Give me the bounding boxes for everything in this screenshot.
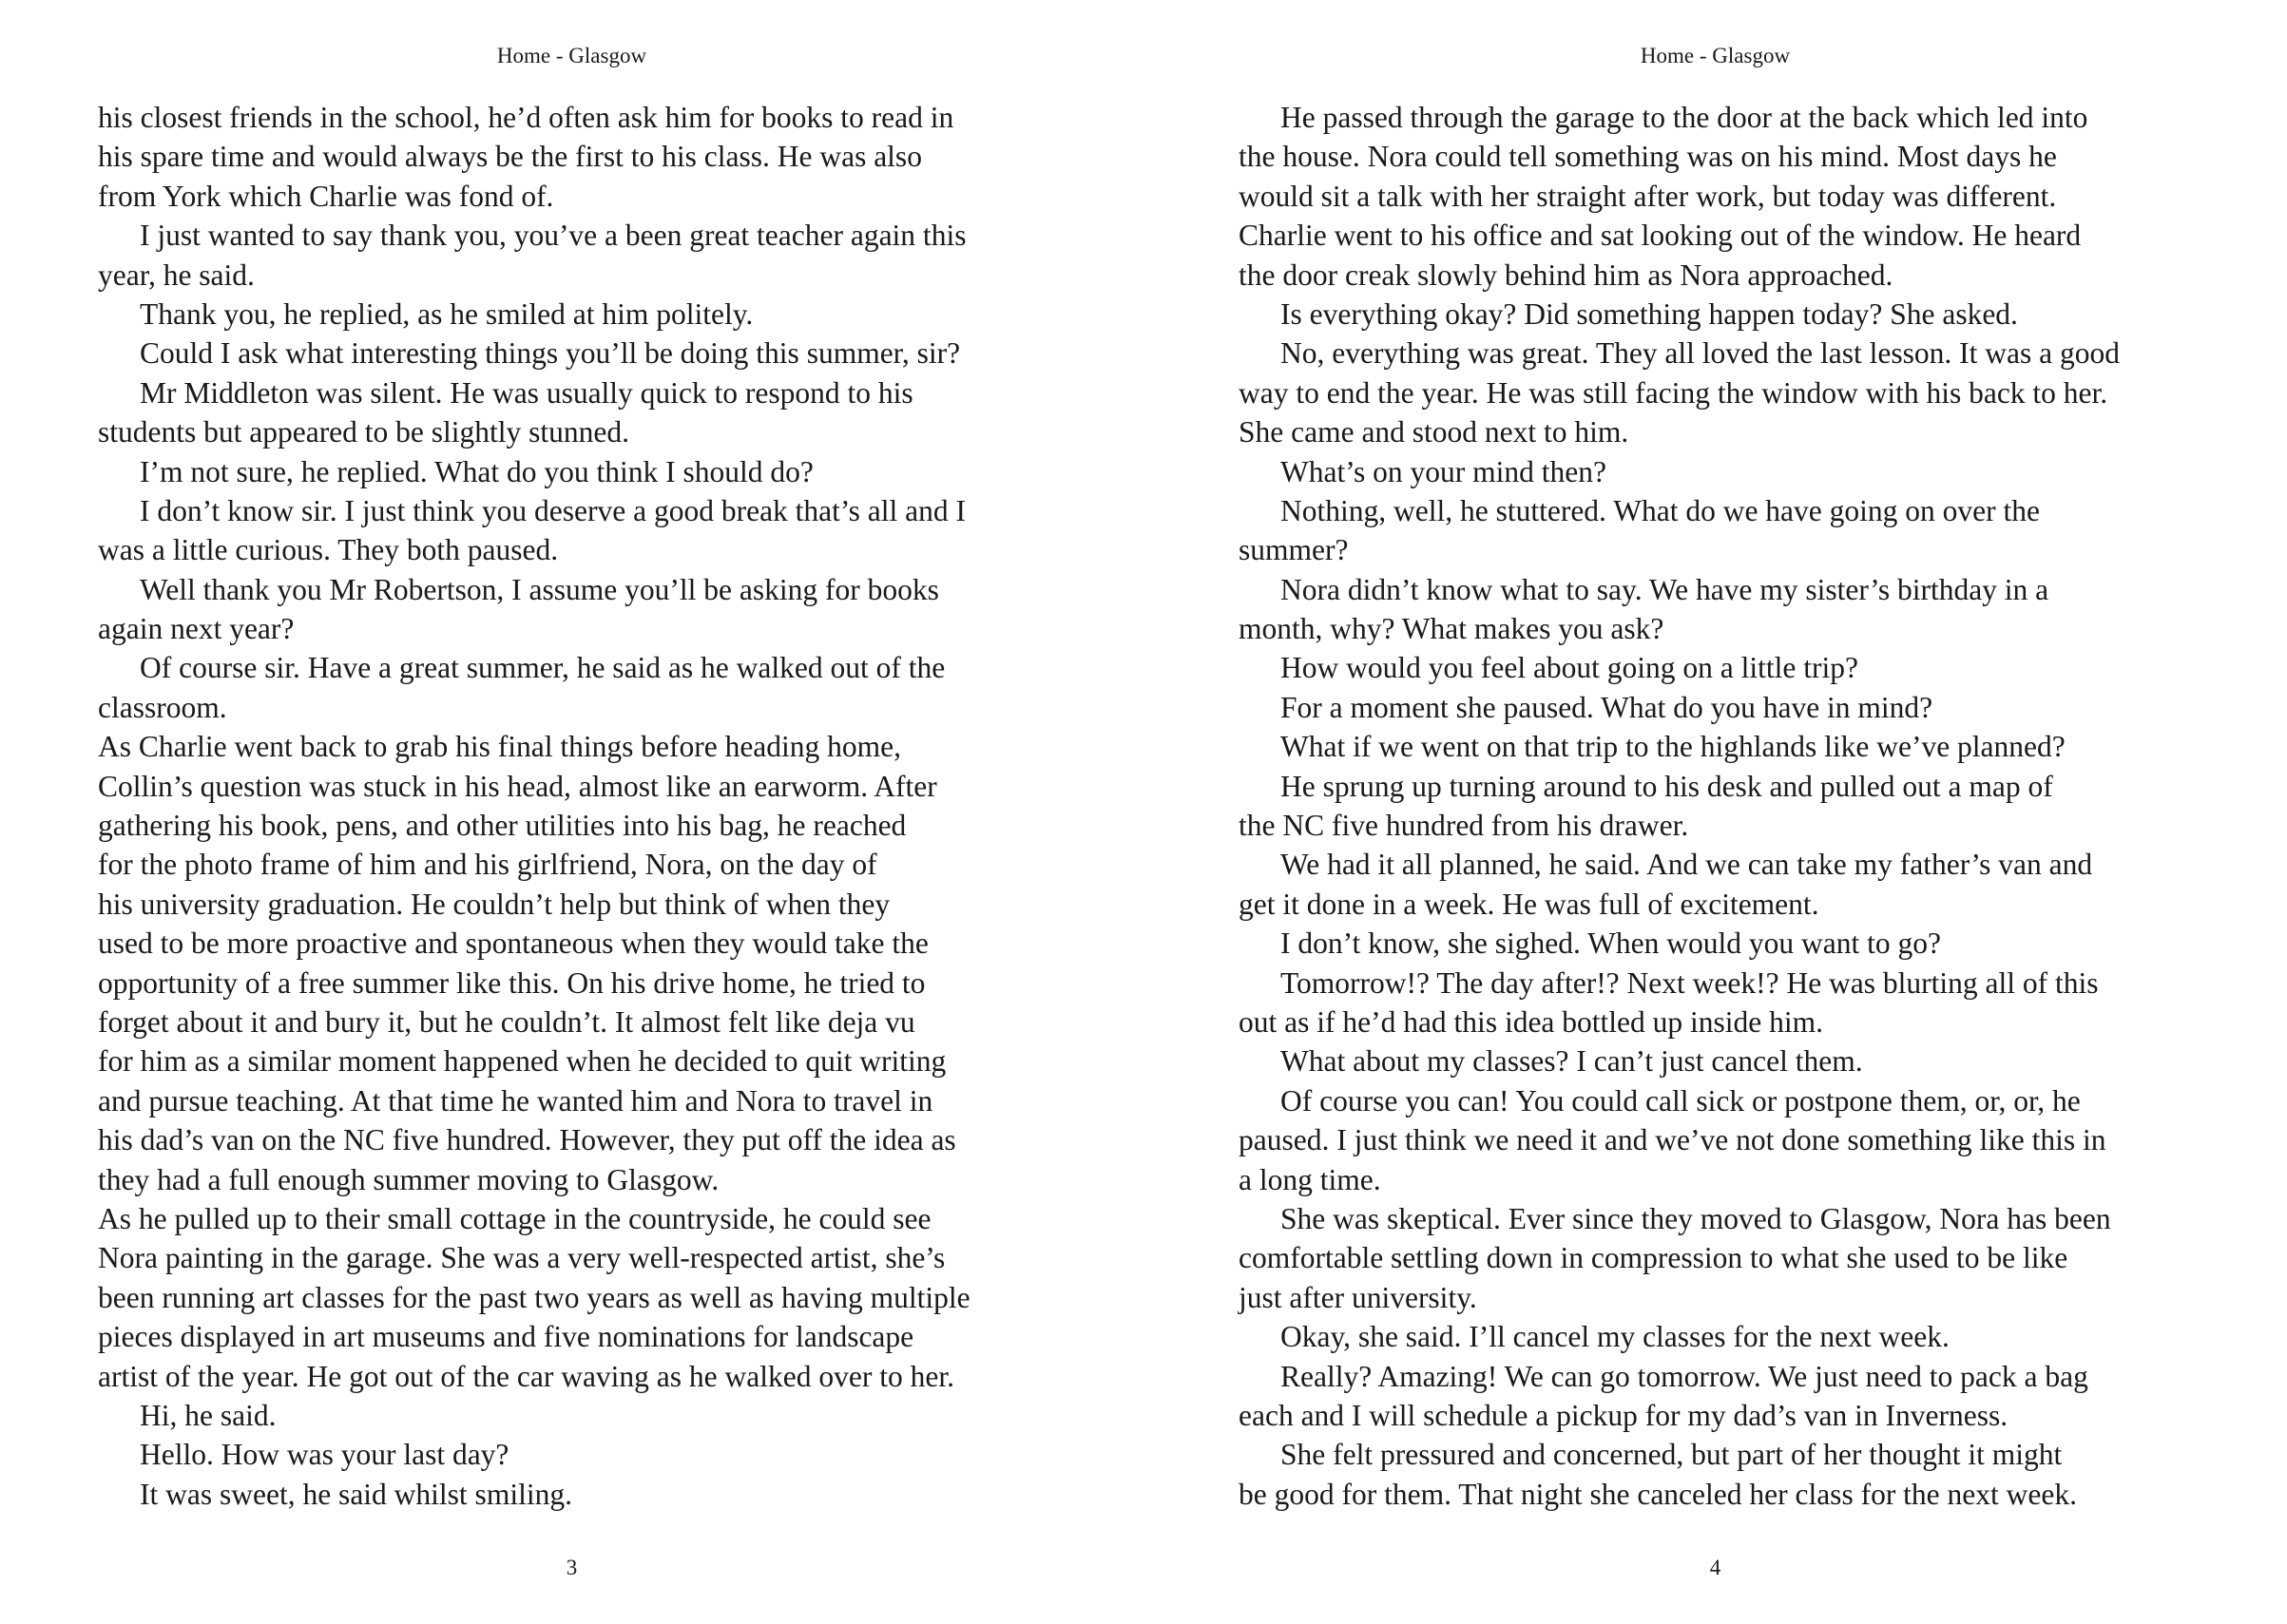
- text-line: get it done in a week. He was full of excitement.: [1239, 887, 1819, 921]
- text-line: I don’t know, she sighed. When would you want to go?: [1280, 927, 1941, 961]
- text-line: Nothing, well, he stuttered. What do we have going on over the: [1280, 493, 2040, 527]
- text-line: his dad’s van on the NC five hundred. However, they put off the idea as: [98, 1123, 956, 1157]
- text-line: would sit a talk with her straight after work, but today was different.: [1239, 179, 2057, 213]
- text-line: artist of the year. He got out of the car waving as he walked over to her.: [98, 1359, 954, 1393]
- text-line: for him as a similar moment happened when he decided to quit writing: [98, 1044, 947, 1079]
- text-line: pieces displayed in art museums and five nominations for landscape: [98, 1320, 914, 1354]
- text-line: Charlie went to his office and sat looking out of the window. He heard: [1239, 219, 2082, 253]
- text-line: out as if he’d had this idea bottled up inside him.: [1239, 1004, 1824, 1039]
- text-line: Collin’s question was stuck in his head, almost like an earworm. After: [98, 769, 937, 803]
- right-page-body-text: [1239, 98, 2199, 1514]
- text-line: students but appeared to be slightly stunned.: [98, 415, 630, 449]
- text-line: way to end the year. He was still facing the window with his back to her.: [1239, 375, 2108, 410]
- text-line: be good for them. That night she canceled her class for the next week.: [1239, 1477, 2077, 1511]
- text-line: Well thank you Mr Robertson, I assume you’ll be asking for books: [140, 572, 939, 606]
- text-line: Hi, he said.: [140, 1398, 277, 1432]
- text-line: comfortable settling down in compression to what she used to be like: [1239, 1241, 2068, 1275]
- text-line: Hello. How was your last day?: [140, 1438, 509, 1472]
- text-line: was a little curious. They both paused.: [98, 533, 559, 567]
- text-line: Could I ask what interesting things you’ll be doing this summer, sir?: [140, 336, 961, 371]
- text-line: again next year?: [98, 612, 295, 646]
- text-line: Nora painting in the garage. She was a very well-respected artist, she’s: [98, 1241, 946, 1275]
- text-line: his university graduation. He couldn’t help but think of when they: [98, 887, 891, 921]
- text-line: Really? Amazing! We can go tomorrow. We just need to pack a bag: [1280, 1359, 2088, 1393]
- page-number-right: 4: [1709, 1556, 1721, 1579]
- text-line: As Charlie went back to grab his final things before heading home,: [98, 730, 902, 764]
- text-line: year, he said.: [98, 258, 255, 292]
- text-line: Of course you can! You could call sick or postpone them, or, or, he: [1280, 1083, 2081, 1118]
- text-line: month, why? What makes you ask?: [1239, 612, 1664, 646]
- text-line: and pursue teaching. At that time he wanted him and Nora to travel in: [98, 1083, 933, 1118]
- text-line: He sprung up turning around to his desk and pulled out a map of: [1280, 769, 2053, 803]
- text-line: She came and stood next to him.: [1239, 415, 1629, 449]
- text-line: the house. Nora could tell something was on his mind. Most days he: [1239, 140, 2057, 174]
- text-line: Tomorrow!? The day after!? Next week!? He was blurting all of this: [1280, 965, 2099, 1000]
- text-line: Thank you, he replied, as he smiled at him politely.: [140, 296, 754, 331]
- text-line: As he pulled up to their small cottage in the countryside, he could see: [98, 1201, 932, 1235]
- text-line: his closest friends in the school, he’d often ask him for books to read in: [98, 101, 954, 134]
- text-line: from York which Charlie was fond of.: [98, 179, 554, 213]
- text-line: opportunity of a free summer like this. On his drive home, he tried to: [98, 965, 926, 1000]
- text-line: Of course sir. Have a great summer, he said as he walked out of the: [140, 651, 946, 685]
- text-line: No, everything was great. They all loved the last lesson. It was a good: [1280, 336, 2120, 371]
- text-line: What if we went on that trip to the highlands like we’ve planned?: [1280, 730, 2066, 764]
- text-line: his spare time and would always be the first to his class. He was also: [98, 140, 922, 174]
- text-line: I just wanted to say thank you, you’ve a been great teacher again this: [140, 219, 967, 253]
- text-line: been running art classes for the past two years as well as having multiple: [98, 1280, 971, 1314]
- text-line: used to be more proactive and spontaneous when they would take the: [98, 927, 929, 961]
- text-line: Is everything okay? Did something happen today? She asked.: [1280, 296, 2018, 331]
- text-line: He passed through the garage to the door at the back which led into: [1280, 101, 2088, 134]
- text-line: For a moment she paused. What do you have in mind?: [1280, 690, 1933, 724]
- text-line: Okay, she said. I’ll cancel my classes for the next week.: [1280, 1320, 1950, 1354]
- text-line: Mr Middleton was silent. He was usually quick to respond to his: [140, 375, 913, 410]
- text-line: We had it all planned, he said. And we can take my father’s van and: [1280, 848, 2093, 882]
- text-line: the door creak slowly behind him as Nora approached.: [1239, 258, 1893, 292]
- text-line: How would you feel about going on a little trip?: [1280, 651, 1859, 685]
- text-line: paused. I just think we need it and we’ve not done something like this in: [1239, 1123, 2106, 1157]
- text-line: the NC five hundred from his drawer.: [1239, 809, 1689, 843]
- text-line: forget about it and bury it, but he couldn’t. It almost felt like deja vu: [98, 1004, 915, 1039]
- text-line: Nora didn’t know what to say. We have my sister’s birthday in a: [1280, 572, 2049, 606]
- page-number-left: 3: [566, 1556, 578, 1579]
- text-line: What about my classes? I can’t just cancel them.: [1280, 1044, 1863, 1079]
- text-line: a long time.: [1239, 1162, 1381, 1196]
- text-line: gathering his book, pens, and other utilities into his bag, he reached: [98, 809, 907, 843]
- text-line: for the photo frame of him and his girlfriend, Nora, on the day of: [98, 848, 877, 882]
- text-line: classroom.: [98, 690, 227, 724]
- text-line: What’s on your mind then?: [1280, 454, 1606, 488]
- right-page: [1144, 0, 2287, 1624]
- left-page-body-text: [98, 98, 1058, 1514]
- running-head-right: Home - Glasgow: [1640, 44, 1791, 67]
- text-line: summer?: [1239, 533, 1349, 567]
- text-line: just after university.: [1239, 1280, 1477, 1314]
- text-line: they had a full enough summer moving to Glasgow.: [98, 1162, 720, 1196]
- text-line: I don’t know sir. I just think you deserve a good break that’s all and I: [140, 493, 967, 527]
- text-line: I’m not sure, he replied. What do you think I should do?: [140, 454, 814, 488]
- text-line: each and I will schedule a pickup for my dad’s van in Inverness.: [1239, 1398, 2008, 1432]
- running-head-left: Home - Glasgow: [496, 44, 647, 67]
- text-line: She felt pressured and concerned, but part of her thought it might: [1280, 1438, 2063, 1472]
- text-line: It was sweet, he said whilst smiling.: [140, 1477, 572, 1511]
- text-line: She was skeptical. Ever since they moved to Glasgow, Nora has been: [1280, 1201, 2111, 1235]
